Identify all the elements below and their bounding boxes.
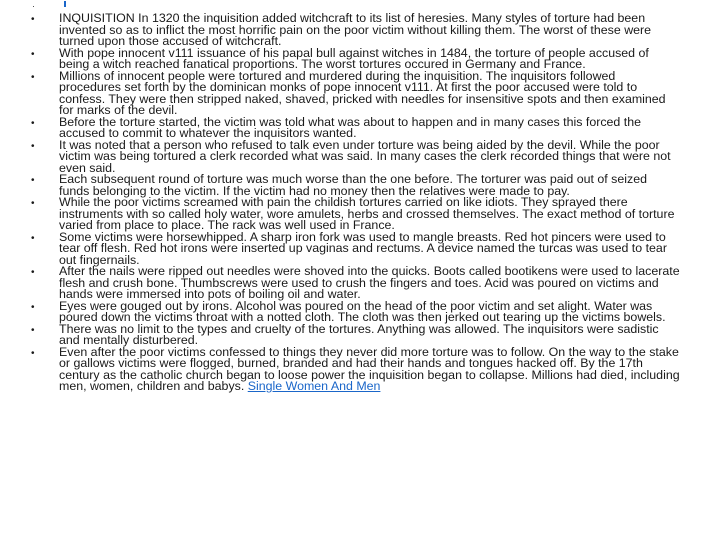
bullet-icon: • [31, 267, 35, 278]
list-item-text: Before the torture started, the victim was told what was about to happen and in many cases this forced the accused to commit to whatever the inquisitors wanted. [59, 114, 641, 140]
list-item [0, 229, 720, 267]
list-item [0, 266, 720, 301]
list-item [0, 174, 720, 197]
list-item [0, 344, 720, 393]
bullet-icon: • [31, 347, 35, 359]
list-item-text: There was no limit to the types and cruelty of the tortures. Anything was allowed. The inquisitors were sadistic and mentally disturbered. [59, 321, 659, 347]
top-link-fragment[interactable] [64, 1, 66, 7]
top-bullet-dot: · [32, 1, 35, 11]
bullet-icon: • [31, 140, 35, 152]
bullet-icon: • [31, 48, 35, 60]
list-item [0, 137, 720, 175]
list-item-text: With pope innocent v111 issuance of his papal bull against witches in 1484, the torture of people accused of being a witch reached fanatical proportions. The worst tortures occured in Germany and France. [59, 45, 649, 71]
list-item [0, 68, 720, 117]
bullet-icon: • [31, 117, 35, 129]
bullet-list [0, 13, 720, 393]
list-item-text: After the nails were ripped out needles were shoved into the quicks. Boots called bootikens were used to lacerate flesh and crush bone. Thumbscrews were used to crush the fingers and toes. Acid was poured on victims and hands were immersed into pots of boiling oil and water. [59, 264, 680, 301]
list-item [0, 321, 720, 347]
list-item [0, 197, 720, 232]
list-item [0, 298, 720, 324]
bullet-icon: • [31, 301, 35, 313]
bullet-icon: • [31, 324, 35, 336]
list-item-text: Some victims were horsewhipped. A sharp iron fork was used to mangle breasts. Red hot pincers were used to tear off flesh. Red hot irons were inserted up vaginas and rectums. A device named the turcas was used to tear out fingernails. [59, 229, 667, 267]
list-item-text: While the poor victims screamed with pain the childish tortures carried on like idiots. They sprayed there instruments with so called holy water, wore amulets, herbs and crossed themselves. The exact method of torture varied from place to place. The rack was well used in France. [59, 195, 675, 232]
list-item-text: INQUISITION In 1320 the inquisition added witchcraft to its list of heresies. Many styles of torture had been invented so as to inflict the most horrific pain on the poor victim without killing them. The worst of these were turned upon those accused of witchcraft. [59, 11, 652, 48]
bullet-icon: • [31, 232, 35, 244]
list-item [0, 45, 720, 71]
list-item-text: Eyes were gouged out by irons. Alcohol was poured on the head of the poor victim and set alight. Water was poured down the victims throat with a notted cloth. The cloth was then jerked out tearing up the victims bowels. [59, 298, 666, 324]
list-item-text: Each subsequent round of torture was much worse than the one before. The torturer was paid out of seized funds belonging to the victim. If the victim had no money then the relatives were made to pay. [59, 172, 647, 198]
list-item-text: Even after the poor victims confessed to things they never did more torture was to follow. On the way to the stake or gallows victims were flogged, burned, branded and had their hands and tongues hacked off. By the 17th century as the catholic church began to loose power the inquisition began to collapse. Millions had died, including men, women, children and babys. [59, 344, 680, 393]
list-item [0, 13, 720, 48]
bullet-icon: • [31, 198, 35, 209]
list-item-text: It was noted that a person who refused to talk even under torture was being aided by the devil. While the poor victim was being tortured a clerk recorded what was said. In many cases the clerk recorded things that were not even said. [59, 137, 671, 175]
single-women-and-men-link[interactable]: Single Women And Men [247, 379, 381, 393]
bullet-icon: • [31, 71, 35, 83]
list-item-text: Millions of innocent people were tortured and murdered during the inquisition. The inquisitors followed procedures set forth by the dominican monks of pope innocent v111. At first the poor accused were told to confess. They were then stripped naked, shaved, pricked with needles for insensitive spots and then examined for marks of the devil. [59, 68, 666, 117]
bullet-icon: • [31, 14, 35, 25]
list-item [0, 114, 720, 140]
bullet-icon: • [31, 175, 35, 186]
